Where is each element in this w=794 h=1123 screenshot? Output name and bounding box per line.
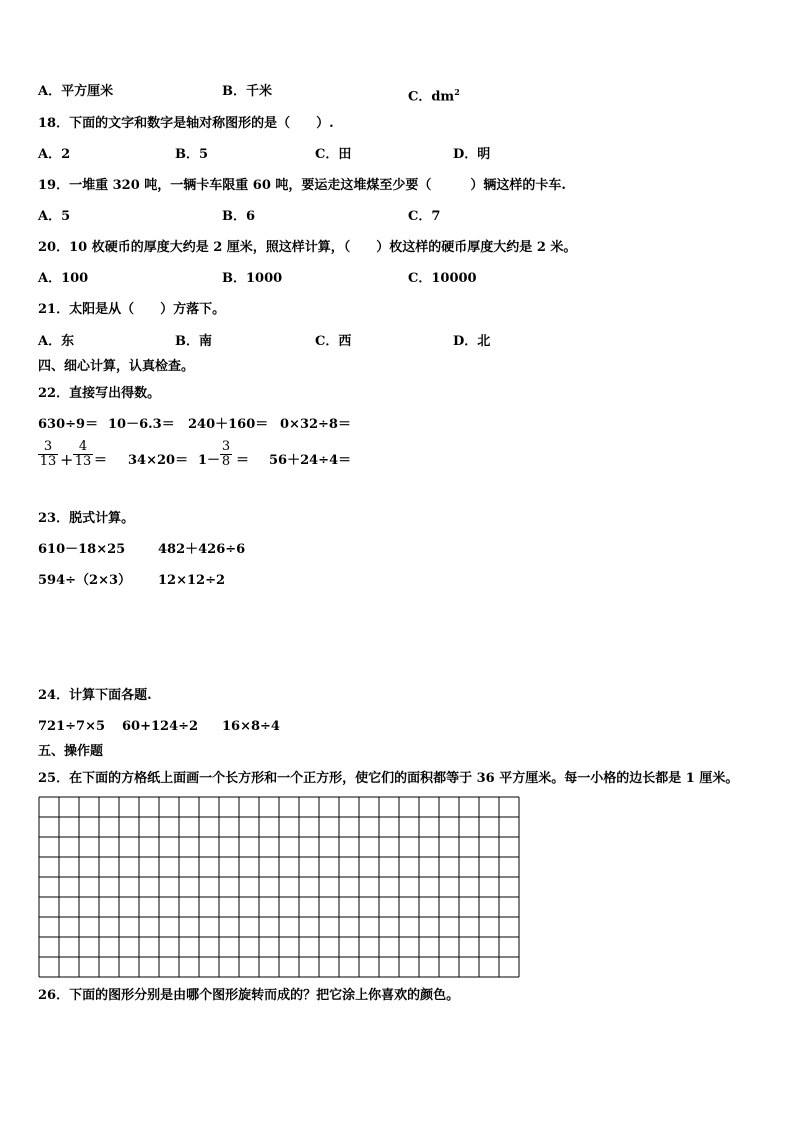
q24-item-1: 721÷7×5 [38, 719, 106, 734]
q26-stem: 26．下面的图形分别是由哪个图形旋转而成的？把它涂上你喜欢的颜色。 [38, 988, 460, 1003]
q18-stem: 18．下面的文字和数字是轴对称图形的是（ ）. [38, 116, 334, 131]
q17-option-c-text: C．dm [408, 89, 455, 105]
section-5-heading: 五、操作题 [38, 744, 104, 759]
q23-item-1: 610－18×25 [38, 542, 126, 557]
q22-fraction-2-denominator: 13 [74, 454, 92, 469]
q24-item-3: 16×8÷4 [222, 719, 280, 734]
q21-option-b: B．南 [175, 334, 212, 349]
q22-plus-sign: + [60, 450, 74, 469]
q22-item-3: 240＋160＝ [188, 417, 269, 432]
q22-equals-2: ＝ [236, 453, 250, 468]
q19-option-a: A．5 [38, 209, 71, 224]
q24-stem: 24．计算下面各题. [38, 688, 152, 703]
q22-fraction-1 [38, 440, 58, 469]
q22-item-2: 10－6.3＝ [108, 417, 175, 432]
section-4-heading: 四、细心计算，认真检查。 [38, 359, 195, 374]
q23-item-3: 594÷（2×3） [38, 573, 132, 588]
q22-fraction-3-numerator: 3 [221, 439, 231, 454]
q22-one-minus: 1－ [198, 453, 221, 468]
q20-option-b: B．1000 [222, 271, 283, 286]
q24-item-2: 60+124÷2 [122, 719, 199, 734]
q17-option-c-superscript: 2 [454, 87, 460, 97]
q22-item-1: 630÷9＝ [38, 417, 99, 432]
q22-item-56: 56＋24÷4＝ [269, 453, 352, 468]
q19-option-b: B．6 [222, 209, 256, 224]
q20-option-a: A．100 [38, 271, 89, 286]
q21-option-a: A．东 [38, 334, 75, 349]
q25-stem: 25．在下面的方格纸上面画一个长方形和一个正方形，使它们的面积都等于 36 平方厘米。每一小格的边长都是 1 厘米。 [38, 771, 739, 786]
q22-fraction-1-denominator: 13 [39, 454, 57, 469]
q18-option-d: D．明 [453, 147, 491, 162]
q22-fraction-3-denominator: 8 [221, 454, 231, 469]
q19-stem: 19．一堆重 320 吨，一辆卡车限重 60 吨，要运走这堆煤至少要（ ）辆这样的卡车. [38, 178, 566, 193]
q23-item-2: 482＋426÷6 [158, 542, 246, 557]
q22-fraction-2-numerator: 4 [73, 440, 93, 455]
q21-stem: 21．太阳是从（ ）方落下。 [38, 302, 226, 317]
q22-fraction-2 [73, 440, 93, 469]
q18-option-c: C．田 [315, 147, 352, 162]
q23-item-4: 12×12÷2 [158, 573, 226, 588]
q21-option-d: D．北 [453, 334, 491, 349]
q17-option-c [408, 84, 460, 105]
q22-item-4: 0×32÷8＝ [280, 417, 351, 432]
q18-option-b: B．5 [175, 147, 209, 162]
q17-option-a: A．平方厘米 [38, 84, 114, 99]
square-grid-paper[interactable] [38, 796, 520, 978]
q18-option-a: A．2 [38, 147, 71, 162]
q22-equals-1: ＝ [94, 453, 108, 468]
q22-fraction-3 [220, 440, 232, 469]
q21-option-c: C．西 [315, 334, 352, 349]
q23-stem: 23．脱式计算。 [38, 511, 135, 526]
q17-option-b: B．千米 [222, 84, 272, 99]
q22-stem: 22．直接写出得数。 [38, 386, 161, 401]
q20-option-c: C．10000 [408, 271, 477, 286]
q19-option-c: C．7 [408, 209, 441, 224]
q20-stem: 20．10 枚硬币的厚度大约是 2 厘米，照这样计算，（ ）枚这样的硬币厚度大约是 2 米。 [38, 240, 577, 255]
q22-fraction-1-numerator: 3 [38, 440, 58, 455]
q22-item-34x20: 34×20＝ [128, 453, 189, 468]
